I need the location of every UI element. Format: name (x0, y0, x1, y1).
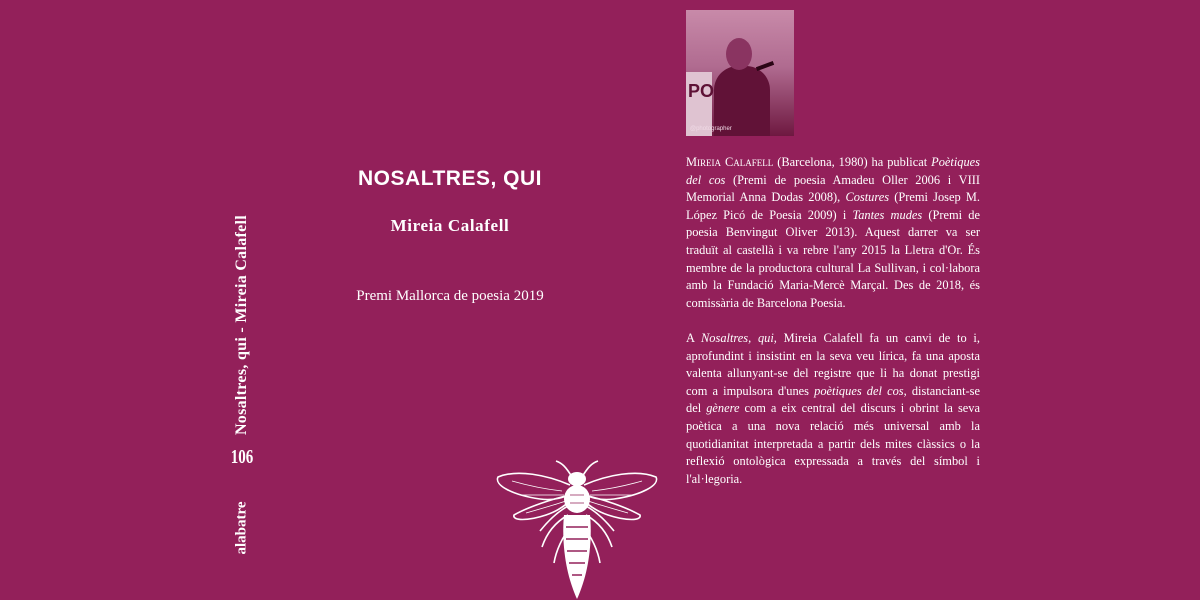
book-spine (218, 0, 266, 600)
photo-credit: @photographer (690, 126, 732, 132)
bio-book-1: Poètiques del cos (686, 155, 981, 187)
back-cover-text (686, 154, 980, 488)
spine-title: Nosaltres, qui - Mireia Calafell (233, 214, 250, 436)
microphone-icon (756, 61, 774, 71)
photo-sign-text: PO (688, 81, 715, 101)
blurb-title: Nosaltres, qui (701, 330, 774, 345)
author-photo (686, 10, 794, 136)
bio-book-3: Tantes mudes (852, 207, 923, 222)
author-bio: Mireia Calafell (Barcelona, 1980) ha publicat Poètiques del cos (Premi de poesia Amadeu Oller 2006 i VIII Memorial Anna Dodas 2008), Costures (Premi Josep M. López Picó de Poesia 2009) i Tantes mudes (Premi de poesia Benvingut Oliver 2013). Aquest darrer va ser traduït al castellà i va rebre l'any 2015 la Lletra d'Or. És membre de la productora cultural La Sullivan, i col·labora amb la Fundació Maria-Mercè Marçal. Des de 2018, és comissària de Barcelona Poesia. (686, 155, 981, 310)
spine-publisher: alabatre (233, 501, 250, 555)
book-prize: Premi Mallorca de poesia 2019 (356, 288, 544, 304)
book-author: Mireia Calafell (390, 216, 510, 235)
bio-book-2: Costures (845, 190, 890, 205)
spine-collection-number: 106 (230, 446, 254, 468)
bee-icon (492, 455, 662, 600)
book-blurb: A Nosaltres, qui, Mireia Calafell fa un canvi de to i, aprofundint i insistint en la seva veu lírica, fa una aposta valenta allunyant-se del registre que li ha donat prestigi com a impulsora d'unes poètiques del cos, distanciant-se del gènere com a eix central del discurs i obrint la seva poètica a una nova relació més universal amb la quotidianitat interpretada a partir dels mites clàssics o la reflexió ontològica expressada a través del símbol i l'al·legoria. (686, 330, 980, 486)
book-title: NOSALTRES, QUI (358, 167, 542, 190)
photo-person-head (726, 38, 752, 70)
bio-author-name: Mireia Calafell (686, 155, 774, 169)
